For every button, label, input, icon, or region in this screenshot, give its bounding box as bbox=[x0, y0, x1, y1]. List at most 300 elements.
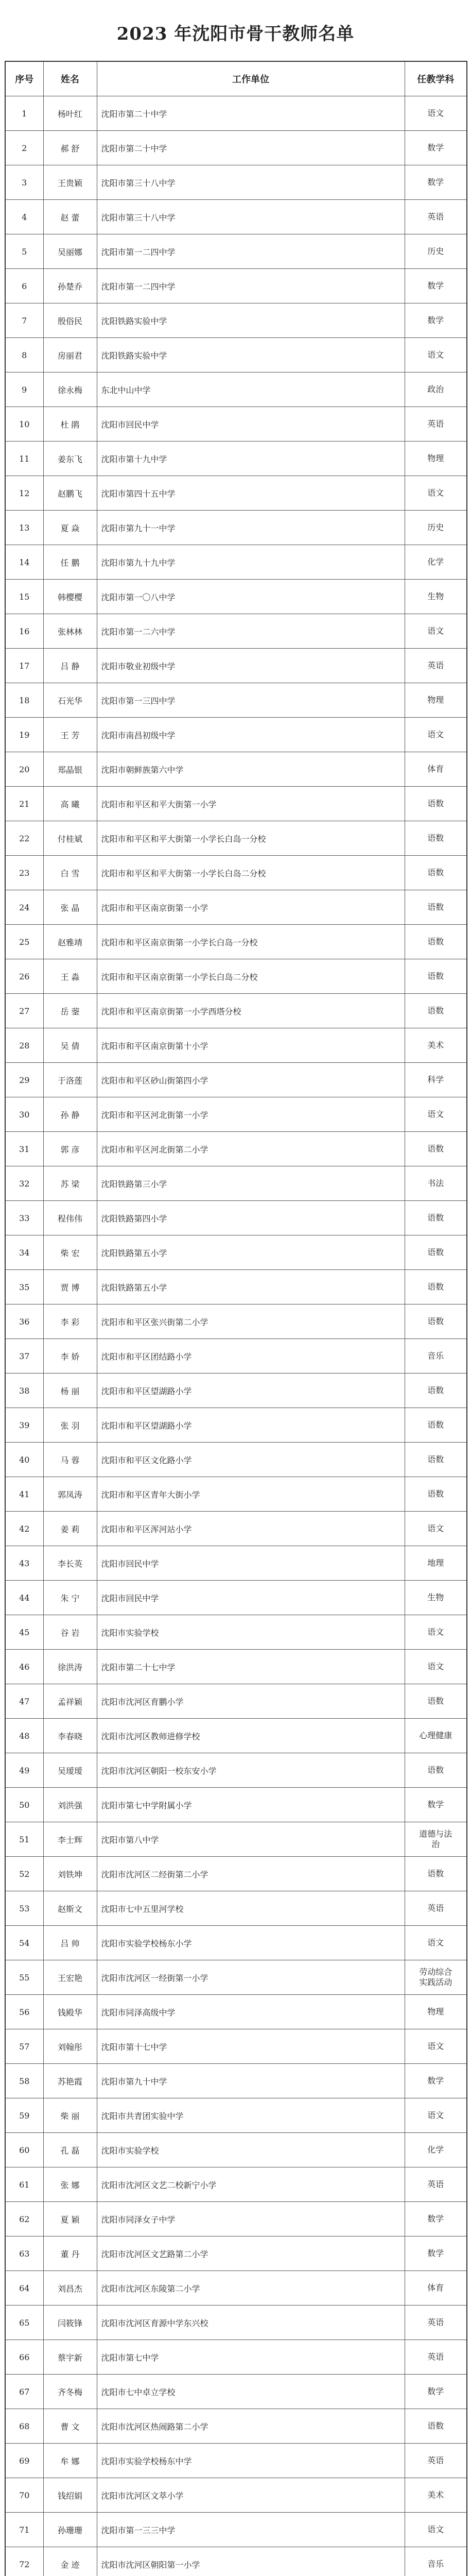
cell-unit: 沈阳市敬业初级中学 bbox=[97, 649, 405, 683]
subject-text: 物理 bbox=[427, 453, 444, 463]
cell-unit: 沈阳市朝鲜族第六中学 bbox=[97, 752, 405, 787]
table-row bbox=[5, 1028, 467, 1063]
cell-subject bbox=[405, 683, 467, 718]
table-row bbox=[5, 1684, 467, 1719]
table-row bbox=[5, 1132, 467, 1166]
table-row bbox=[5, 131, 467, 165]
subject-text: 语数 bbox=[427, 1144, 444, 1154]
table-row bbox=[5, 580, 467, 614]
subject-text: 语数 bbox=[427, 1765, 444, 1775]
subject-text: 语数 bbox=[427, 902, 444, 912]
cell-subject bbox=[405, 1270, 467, 1304]
subject-text: 语数 bbox=[427, 833, 444, 843]
cell-no: 53 bbox=[5, 1891, 43, 1926]
cell-subject bbox=[405, 1443, 467, 1477]
cell-unit: 沈阳市第九十中学 bbox=[97, 2064, 405, 2098]
cell-unit: 沈阳市第二十中学 bbox=[97, 131, 405, 165]
table-row bbox=[5, 2340, 467, 2375]
subject-text: 英语 bbox=[427, 212, 444, 222]
cell-name: 钱绍娟 bbox=[43, 2478, 97, 2513]
cell-unit: 沈阳市沈河区育鹏小学 bbox=[97, 1684, 405, 1719]
subject-text: 语数 bbox=[427, 1385, 444, 1395]
table-row bbox=[5, 1235, 467, 1270]
cell-name: 苏 梁 bbox=[43, 1166, 97, 1201]
teacher-table bbox=[5, 61, 467, 2576]
cell-unit: 沈阳市和平区南京街第十小学 bbox=[97, 1028, 405, 1063]
cell-no: 47 bbox=[5, 1684, 43, 1719]
cell-no: 20 bbox=[5, 752, 43, 787]
cell-name: 杨 丽 bbox=[43, 1374, 97, 1408]
cell-unit: 沈阳铁路第五小学 bbox=[97, 1270, 405, 1304]
cell-name: 李 彩 bbox=[43, 1304, 97, 1339]
table-row bbox=[5, 925, 467, 959]
cell-no: 41 bbox=[5, 1477, 43, 1512]
cell-subject bbox=[405, 1995, 467, 2029]
cell-no: 14 bbox=[5, 545, 43, 580]
table-row bbox=[5, 2271, 467, 2306]
subject-text: 化学 bbox=[427, 557, 444, 567]
cell-no: 19 bbox=[5, 718, 43, 752]
subject-text: 语数 bbox=[427, 2421, 444, 2431]
cell-subject bbox=[405, 442, 467, 476]
cell-name: 白 雪 bbox=[43, 856, 97, 890]
subject-text: 语文 bbox=[427, 1523, 444, 1533]
cell-unit: 沈阳市沈河区东陵第二小学 bbox=[97, 2271, 405, 2306]
cell-name: 吴瑷瑷 bbox=[43, 1753, 97, 1788]
subject-text: 物理 bbox=[427, 2007, 444, 2016]
cell-no: 52 bbox=[5, 1857, 43, 1891]
table-row bbox=[5, 476, 467, 511]
cell-subject bbox=[405, 718, 467, 752]
subject-text: 语数 bbox=[427, 1420, 444, 1430]
cell-name: 吕 帅 bbox=[43, 1926, 97, 1960]
cell-no: 60 bbox=[5, 2133, 43, 2167]
subject-text: 语文 bbox=[427, 730, 444, 739]
cell-unit: 沈阳市回民中学 bbox=[97, 1546, 405, 1581]
subject-text: 历史 bbox=[427, 522, 444, 532]
cell-unit: 沈阳市南昌初级中学 bbox=[97, 718, 405, 752]
table-row bbox=[5, 994, 467, 1028]
cell-no: 38 bbox=[5, 1374, 43, 1408]
cell-subject bbox=[405, 1408, 467, 1443]
cell-subject bbox=[405, 925, 467, 959]
table-header-row bbox=[5, 61, 467, 96]
subject-text: 语数 bbox=[427, 1282, 444, 1292]
cell-name: 付桂斌 bbox=[43, 821, 97, 856]
subject-text: 美术 bbox=[427, 1040, 444, 1050]
table-row bbox=[5, 2236, 467, 2271]
cell-no: 35 bbox=[5, 1270, 43, 1304]
cell-no: 56 bbox=[5, 1995, 43, 2029]
cell-subject bbox=[405, 338, 467, 372]
cell-no: 15 bbox=[5, 580, 43, 614]
subject-text: 语文 bbox=[427, 1938, 444, 1947]
table-row bbox=[5, 1995, 467, 2029]
cell-no: 72 bbox=[5, 2547, 43, 2576]
cell-no: 21 bbox=[5, 787, 43, 821]
cell-no: 26 bbox=[5, 959, 43, 994]
subject-text: 数学 bbox=[427, 143, 444, 152]
cell-no: 65 bbox=[5, 2306, 43, 2340]
cell-subject bbox=[405, 1719, 467, 1753]
cell-subject bbox=[405, 2271, 467, 2306]
cell-name: 郝 舒 bbox=[43, 131, 97, 165]
table-row bbox=[5, 1753, 467, 1788]
cell-name: 杨叶红 bbox=[43, 96, 97, 131]
cell-unit: 沈阳市实验学校杨东中学 bbox=[97, 2444, 405, 2478]
cell-subject bbox=[405, 2029, 467, 2064]
cell-subject bbox=[405, 234, 467, 269]
cell-subject bbox=[405, 614, 467, 649]
cell-unit: 沈阳铁路第四小学 bbox=[97, 1201, 405, 1235]
cell-no: 17 bbox=[5, 649, 43, 683]
subject-text: 数学 bbox=[427, 2076, 444, 2086]
subject-text: 音乐 bbox=[427, 2559, 444, 2569]
cell-subject bbox=[405, 476, 467, 511]
cell-no: 34 bbox=[5, 1235, 43, 1270]
table-row bbox=[5, 511, 467, 545]
table-row bbox=[5, 338, 467, 372]
cell-no: 54 bbox=[5, 1926, 43, 1960]
table-row bbox=[5, 303, 467, 338]
cell-name: 张 娜 bbox=[43, 2167, 97, 2202]
table-row bbox=[5, 2029, 467, 2064]
cell-name: 吴丽娜 bbox=[43, 234, 97, 269]
cell-unit: 沈阳市沈河区文艺二校新宁小学 bbox=[97, 2167, 405, 2202]
cell-name: 李士辉 bbox=[43, 1822, 97, 1857]
cell-unit: 沈阳市第一二四中学 bbox=[97, 269, 405, 303]
cell-name: 于洛莲 bbox=[43, 1063, 97, 1097]
cell-subject bbox=[405, 2098, 467, 2133]
cell-subject bbox=[405, 1581, 467, 1615]
table-row bbox=[5, 2409, 467, 2444]
subject-text: 道德与法治 bbox=[419, 1829, 452, 1849]
cell-subject bbox=[405, 1132, 467, 1166]
cell-no: 48 bbox=[5, 1719, 43, 1753]
cell-subject bbox=[405, 1650, 467, 1684]
cell-name: 贾 博 bbox=[43, 1270, 97, 1304]
cell-no: 44 bbox=[5, 1581, 43, 1615]
table-row bbox=[5, 2098, 467, 2133]
table-row bbox=[5, 2444, 467, 2478]
subject-text: 语文 bbox=[427, 488, 444, 498]
cell-subject bbox=[405, 1891, 467, 1926]
cell-subject bbox=[405, 2444, 467, 2478]
cell-unit: 沈阳市沈河区朝阳一校东安小学 bbox=[97, 1753, 405, 1788]
subject-text: 语文 bbox=[427, 1627, 444, 1637]
table-row bbox=[5, 1408, 467, 1443]
subject-text: 语文 bbox=[427, 1109, 444, 1119]
cell-unit: 沈阳市沈河区文艺路第二小学 bbox=[97, 2236, 405, 2271]
cell-unit: 沈阳市实验学校 bbox=[97, 1615, 405, 1650]
table-row bbox=[5, 1615, 467, 1650]
cell-subject bbox=[405, 2236, 467, 2271]
cell-unit: 沈阳市沈河区一经街第一小学 bbox=[97, 1960, 405, 1995]
subject-text: 英语 bbox=[427, 2352, 444, 2362]
subject-text: 科学 bbox=[427, 1075, 444, 1084]
cell-unit: 沈阳市和平区河北街第二小学 bbox=[97, 1132, 405, 1166]
cell-name: 程伟伟 bbox=[43, 1201, 97, 1235]
table-row bbox=[5, 1719, 467, 1753]
cell-subject bbox=[405, 1235, 467, 1270]
subject-text: 地理 bbox=[427, 1558, 444, 1568]
table-row bbox=[5, 2167, 467, 2202]
cell-name: 郭 彦 bbox=[43, 1132, 97, 1166]
cell-no: 2 bbox=[5, 131, 43, 165]
cell-no: 40 bbox=[5, 1443, 43, 1477]
cell-subject bbox=[405, 787, 467, 821]
table-row bbox=[5, 718, 467, 752]
cell-unit: 沈阳市第二十中学 bbox=[97, 96, 405, 131]
cell-name: 王 芳 bbox=[43, 718, 97, 752]
header-unit: 工作单位 bbox=[97, 61, 405, 96]
cell-name: 苏艳霞 bbox=[43, 2064, 97, 2098]
subject-text: 英语 bbox=[427, 1903, 444, 1913]
cell-name: 刘洪强 bbox=[43, 1788, 97, 1822]
cell-name: 柴 丽 bbox=[43, 2098, 97, 2133]
cell-unit: 沈阳铁路实验中学 bbox=[97, 303, 405, 338]
cell-subject bbox=[405, 1028, 467, 1063]
cell-no: 43 bbox=[5, 1546, 43, 1581]
cell-name: 任 鹏 bbox=[43, 545, 97, 580]
cell-unit: 沈阳市同泽女子中学 bbox=[97, 2202, 405, 2236]
subject-text: 语数 bbox=[427, 1006, 444, 1015]
cell-unit: 沈阳市沈河区文萃小学 bbox=[97, 2478, 405, 2513]
cell-subject bbox=[405, 1063, 467, 1097]
table-row bbox=[5, 2202, 467, 2236]
cell-unit: 沈阳市第一二四中学 bbox=[97, 234, 405, 269]
cell-no: 8 bbox=[5, 338, 43, 372]
cell-subject bbox=[405, 372, 467, 407]
cell-no: 71 bbox=[5, 2513, 43, 2547]
cell-no: 57 bbox=[5, 2029, 43, 2064]
cell-unit: 沈阳市和平区望湖路小学 bbox=[97, 1374, 405, 1408]
table-row bbox=[5, 545, 467, 580]
table-row bbox=[5, 1546, 467, 1581]
table-row bbox=[5, 752, 467, 787]
cell-subject bbox=[405, 2547, 467, 2576]
table-row bbox=[5, 1477, 467, 1512]
cell-name: 董 丹 bbox=[43, 2236, 97, 2271]
cell-no: 64 bbox=[5, 2271, 43, 2306]
cell-subject bbox=[405, 407, 467, 442]
subject-text: 语数 bbox=[427, 1696, 444, 1706]
cell-subject bbox=[405, 200, 467, 234]
cell-name: 孙 静 bbox=[43, 1097, 97, 1132]
cell-unit: 沈阳市和平区张兴街第二小学 bbox=[97, 1304, 405, 1339]
cell-no: 61 bbox=[5, 2167, 43, 2202]
cell-no: 5 bbox=[5, 234, 43, 269]
cell-subject bbox=[405, 2064, 467, 2098]
cell-name: 孟祥颖 bbox=[43, 1684, 97, 1719]
cell-name: 赵斯文 bbox=[43, 1891, 97, 1926]
table-row bbox=[5, 442, 467, 476]
cell-name: 赵雅靖 bbox=[43, 925, 97, 959]
table-row bbox=[5, 890, 467, 925]
cell-unit: 沈阳市第九十九中学 bbox=[97, 545, 405, 580]
cell-unit: 沈阳市第四十五中学 bbox=[97, 476, 405, 511]
cell-unit: 沈阳市七中五里河学校 bbox=[97, 1891, 405, 1926]
subject-text: 英语 bbox=[427, 2317, 444, 2327]
cell-subject bbox=[405, 1304, 467, 1339]
subject-text: 心理健康 bbox=[419, 1731, 452, 1740]
subject-text: 语数 bbox=[427, 1247, 444, 1257]
cell-unit: 沈阳市同泽高级中学 bbox=[97, 1995, 405, 2029]
cell-name: 张 晶 bbox=[43, 890, 97, 925]
header-name: 姓名 bbox=[43, 61, 97, 96]
subject-text: 化学 bbox=[427, 2145, 444, 2155]
cell-name: 高 曦 bbox=[43, 787, 97, 821]
table-row bbox=[5, 2064, 467, 2098]
table-row bbox=[5, 2547, 467, 2576]
subject-text: 政治 bbox=[427, 384, 444, 394]
cell-no: 11 bbox=[5, 442, 43, 476]
cell-unit: 沈阳市实验学校 bbox=[97, 2133, 405, 2167]
cell-name: 吕 静 bbox=[43, 649, 97, 683]
cell-unit: 沈阳市实验学校杨东小学 bbox=[97, 1926, 405, 1960]
cell-unit: 沈阳市第一〇八中学 bbox=[97, 580, 405, 614]
cell-unit: 沈阳市和平区南京街第一小学 bbox=[97, 890, 405, 925]
cell-no: 13 bbox=[5, 511, 43, 545]
subject-text: 数学 bbox=[427, 281, 444, 291]
cell-no: 18 bbox=[5, 683, 43, 718]
table-row bbox=[5, 1857, 467, 1891]
cell-no: 37 bbox=[5, 1339, 43, 1374]
subject-text: 语数 bbox=[427, 1489, 444, 1499]
cell-unit: 沈阳市共青团实验中学 bbox=[97, 2098, 405, 2133]
cell-unit: 沈阳市第十七中学 bbox=[97, 2029, 405, 2064]
cell-name: 岳 蓥 bbox=[43, 994, 97, 1028]
cell-unit: 沈阳市和平区南京街第一小学西塔分校 bbox=[97, 994, 405, 1028]
cell-name: 刘昌杰 bbox=[43, 2271, 97, 2306]
subject-text: 语数 bbox=[427, 971, 444, 981]
subject-text: 语数 bbox=[427, 1869, 444, 1878]
cell-name: 石光华 bbox=[43, 683, 97, 718]
table-row bbox=[5, 200, 467, 234]
cell-name: 金 迹 bbox=[43, 2547, 97, 2576]
table-row bbox=[5, 2513, 467, 2547]
cell-name: 孙楚乔 bbox=[43, 269, 97, 303]
cell-subject bbox=[405, 994, 467, 1028]
cell-unit: 沈阳市第二十七中学 bbox=[97, 1650, 405, 1684]
cell-no: 30 bbox=[5, 1097, 43, 1132]
cell-no: 12 bbox=[5, 476, 43, 511]
cell-name: 张林林 bbox=[43, 614, 97, 649]
cell-no: 24 bbox=[5, 890, 43, 925]
table-row bbox=[5, 959, 467, 994]
cell-name: 柴 宏 bbox=[43, 1235, 97, 1270]
subject-text: 语数 bbox=[427, 1213, 444, 1223]
cell-subject bbox=[405, 2202, 467, 2236]
subject-text: 书法 bbox=[427, 1178, 444, 1188]
cell-no: 62 bbox=[5, 2202, 43, 2236]
subject-text: 语数 bbox=[427, 868, 444, 877]
cell-no: 36 bbox=[5, 1304, 43, 1339]
cell-subject bbox=[405, 303, 467, 338]
cell-name: 夏 焱 bbox=[43, 511, 97, 545]
cell-no: 7 bbox=[5, 303, 43, 338]
cell-no: 32 bbox=[5, 1166, 43, 1201]
cell-subject bbox=[405, 1512, 467, 1546]
cell-no: 28 bbox=[5, 1028, 43, 1063]
cell-unit: 沈阳市第一三三中学 bbox=[97, 2513, 405, 2547]
cell-no: 3 bbox=[5, 165, 43, 200]
table-row bbox=[5, 1788, 467, 1822]
cell-no: 46 bbox=[5, 1650, 43, 1684]
cell-unit: 沈阳市第一三四中学 bbox=[97, 683, 405, 718]
cell-unit: 沈阳市第三十八中学 bbox=[97, 200, 405, 234]
subject-text: 生物 bbox=[427, 591, 444, 601]
table-row bbox=[5, 2478, 467, 2513]
subject-text: 语文 bbox=[427, 108, 444, 118]
cell-name: 赵 蕾 bbox=[43, 200, 97, 234]
subject-text: 语数 bbox=[427, 1316, 444, 1326]
cell-name: 王贵颖 bbox=[43, 165, 97, 200]
cell-subject bbox=[405, 959, 467, 994]
cell-unit: 沈阳市沈河区热闹路第二小学 bbox=[97, 2409, 405, 2444]
cell-subject bbox=[405, 96, 467, 131]
table-row bbox=[5, 1374, 467, 1408]
cell-unit: 沈阳市回民中学 bbox=[97, 1581, 405, 1615]
cell-unit: 沈阳市和平区文化路小学 bbox=[97, 1443, 405, 1477]
cell-name: 李春晓 bbox=[43, 1719, 97, 1753]
cell-no: 67 bbox=[5, 2375, 43, 2409]
cell-subject bbox=[405, 2133, 467, 2167]
cell-unit: 沈阳市第七中学 bbox=[97, 2340, 405, 2375]
table-row bbox=[5, 1822, 467, 1857]
cell-unit: 沈阳市第三十八中学 bbox=[97, 165, 405, 200]
cell-unit: 沈阳市第九十一中学 bbox=[97, 511, 405, 545]
cell-name: 徐洪涛 bbox=[43, 1650, 97, 1684]
cell-name: 刘铁坤 bbox=[43, 1857, 97, 1891]
cell-unit: 沈阳市沈河区二经街第二小学 bbox=[97, 1857, 405, 1891]
table-row bbox=[5, 2133, 467, 2167]
subject-text: 语文 bbox=[427, 2524, 444, 2534]
subject-text: 语数 bbox=[427, 799, 444, 808]
cell-no: 49 bbox=[5, 1753, 43, 1788]
subject-text: 语文 bbox=[427, 1662, 444, 1671]
table-row bbox=[5, 2375, 467, 2409]
table-row bbox=[5, 787, 467, 821]
cell-unit: 沈阳市和平区和平大街第一小学 bbox=[97, 787, 405, 821]
cell-subject bbox=[405, 649, 467, 683]
table-row bbox=[5, 1201, 467, 1235]
header-no: 序号 bbox=[5, 61, 43, 96]
subject-text: 语数 bbox=[427, 1454, 444, 1464]
table-row bbox=[5, 1650, 467, 1684]
subject-text: 物理 bbox=[427, 695, 444, 705]
cell-unit: 沈阳市和平区望湖路小学 bbox=[97, 1408, 405, 1443]
subject-text: 数学 bbox=[427, 315, 444, 325]
cell-unit: 沈阳市和平区河北街第一小学 bbox=[97, 1097, 405, 1132]
table-row bbox=[5, 1166, 467, 1201]
cell-subject bbox=[405, 2513, 467, 2547]
cell-no: 50 bbox=[5, 1788, 43, 1822]
cell-subject bbox=[405, 1926, 467, 1960]
cell-no: 27 bbox=[5, 994, 43, 1028]
subject-text: 历史 bbox=[427, 246, 444, 256]
cell-no: 39 bbox=[5, 1408, 43, 1443]
cell-subject bbox=[405, 752, 467, 787]
cell-unit: 沈阳市和平区南京街第一小学长白岛一分校 bbox=[97, 925, 405, 959]
cell-no: 51 bbox=[5, 1822, 43, 1857]
cell-subject bbox=[405, 545, 467, 580]
cell-name: 齐冬梅 bbox=[43, 2375, 97, 2409]
cell-unit: 沈阳市第一二六中学 bbox=[97, 614, 405, 649]
table-row bbox=[5, 1960, 467, 1995]
cell-unit: 东北中山中学 bbox=[97, 372, 405, 407]
subject-text: 数学 bbox=[427, 2214, 444, 2224]
